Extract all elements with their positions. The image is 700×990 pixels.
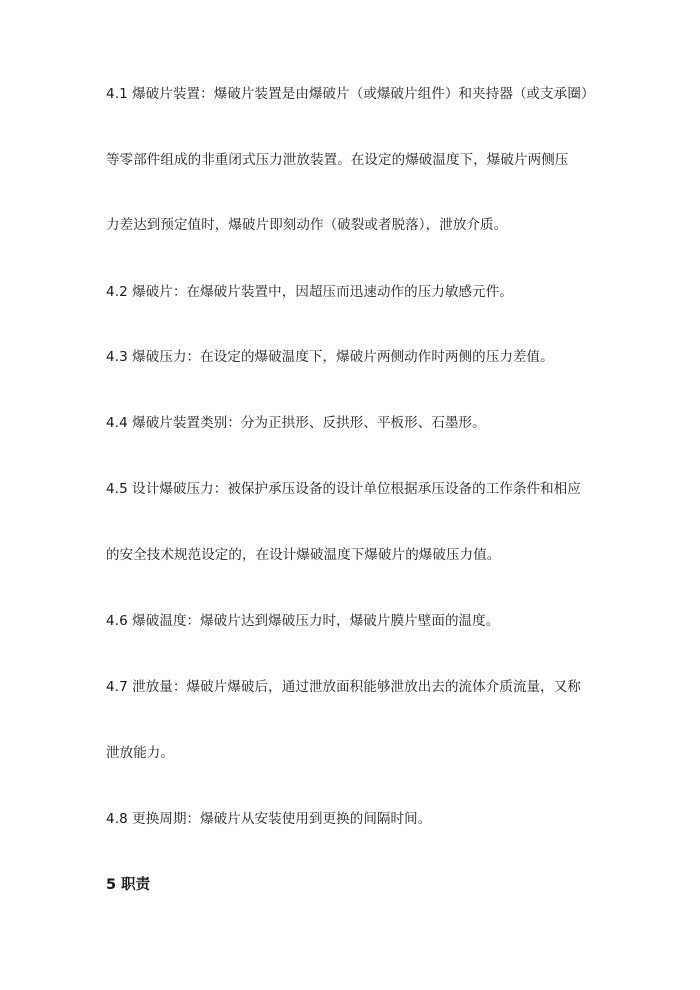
section-heading: 5 职责 [106, 877, 151, 893]
text-line-4-5: 4.5 设计爆破压力：被保护承压设备的设计单位根据承压设备的工作条件和相应 [106, 481, 581, 497]
text-line-4-5-cont: 的安全技术规范设定的，在设计爆破温度下爆破片的爆破压力值。 [106, 547, 501, 563]
text-line-4-6: 4.6 爆破温度：爆破片达到爆破压力时，爆破片膜片壁面的温度。 [106, 613, 500, 629]
text-line-4-2: 4.2 爆破片：在爆破片装置中，因超压而迅速动作的压力敏感元件。 [106, 284, 513, 300]
text-line-4-3: 4.3 爆破压力：在设定的爆破温度下，爆破片两侧动作时两侧的压力差值。 [106, 349, 554, 365]
text-line-4-1: 4.1 爆破片装置：爆破片装置是由爆破片（或爆破片组件）和夹持器（或支承圈） [106, 86, 595, 102]
text-line-4-7-cont: 泄放能力。 [106, 745, 174, 761]
text-line-4-8: 4.8 更换周期：爆破片从安装使用到更换的间隔时间。 [106, 811, 432, 827]
text-line-4-1-cont-1: 等零部件组成的非重闭式压力泄放装置。在设定的爆破温度下，爆破片两侧压 [106, 152, 569, 168]
text-line-4-7: 4.7 泄放量：爆破片爆破后，通过泄放面积能够泄放出去的流体介质流量，又称 [106, 679, 581, 695]
text-line-4-4: 4.4 爆破片装置类别：分为正拱形、反拱形、平板形、石墨形。 [106, 415, 486, 431]
text-line-4-1-cont-2: 力差达到预定值时，爆破片即刻动作（破裂或者脱落），泄放介质。 [106, 217, 508, 233]
